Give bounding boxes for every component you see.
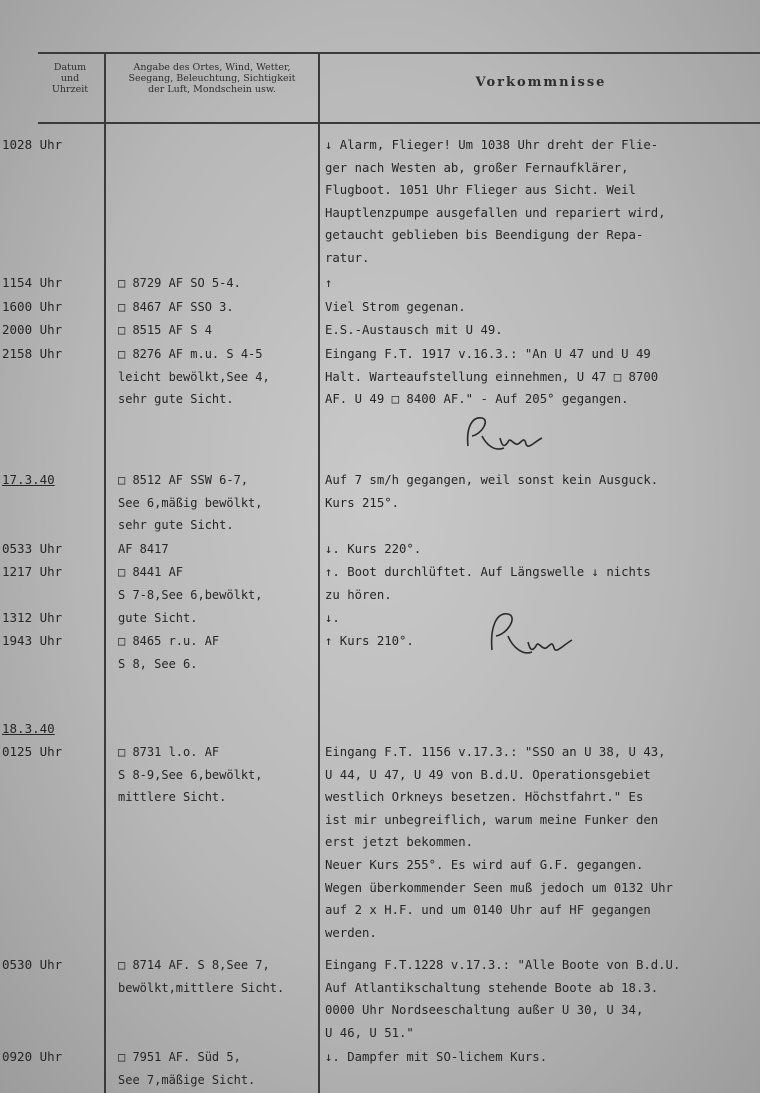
entry-time: 1943 Uhr: [2, 633, 63, 648]
entry-time: 0125 Uhr: [2, 744, 63, 759]
entry-position: □ 8467 AF SSO 3.: [118, 300, 234, 314]
entry-time: 0920 Uhr: [2, 1049, 63, 1064]
header-top-rule: [38, 52, 760, 54]
entry-position: □ 7951 AF. Süd 5, See 7,mäßige Sicht.: [118, 1050, 256, 1087]
entry-position: □ 8515 AF S 4: [118, 323, 212, 337]
entry-time: 1312 Uhr: [2, 610, 63, 625]
entry-time: 1600 Uhr: [2, 299, 63, 314]
entry-time: 2000 Uhr: [2, 322, 63, 337]
header-bottom-rule: [38, 122, 760, 124]
entry-position: □ 8512 AF SSW 6-7, See 6,mäßig bewölkt, sehr gute Sicht.: [118, 473, 263, 533]
entry-time: 0530 Uhr: [2, 957, 63, 972]
entry-time: 1154 Uhr: [2, 275, 63, 290]
entry-position: gute Sicht.: [118, 611, 198, 625]
entry-remarks: Viel Strom gegenan.: [325, 300, 466, 314]
entry-remarks: E.S.-Austausch mit U 49.: [325, 323, 503, 337]
signature-1: [460, 408, 550, 458]
entry-remarks: Auf 7 sm/h gegangen, weil sonst kein Ausguck. Kurs 215°.: [325, 473, 659, 510]
signature-2: [482, 604, 577, 664]
entry-position: □ 8714 AF. S 8,See 7, bewölkt,mittlere Sicht.: [118, 958, 285, 995]
header-remarks: Vorkommnisse: [475, 75, 607, 90]
entry-remarks: ↓.: [325, 611, 340, 625]
entry-time: 1217 Uhr: [2, 564, 63, 579]
header-date-time: Datum und Uhrzeit: [51, 62, 89, 95]
entry-remarks: ↓. Dampfer mit SO-lichem Kurs.: [325, 1050, 548, 1064]
entry-remarks: ↓. Kurs 220°.: [325, 542, 422, 556]
entry-time: 0533 Uhr: [2, 541, 63, 556]
entry-date: 17.3.40: [2, 472, 55, 487]
entry-remarks: Eingang F.T. 1917 v.16.3.: "An U 47 und U 49 Halt. Warteaufstellung einnehmen, U 47 □ 8700 AF. U 49 □ 8400 AF." - Auf 205° gegangen.: [325, 347, 659, 407]
entry-remarks: ↑: [325, 276, 333, 290]
entry-remarks: Eingang F.T.1228 v.17.3.: "Alle Boote von B.d.U. Auf Atlantikschaltung stehende Boote ab 18.3. 0000 Uhr Nordseeschaltung außer U 30, U 34, U 46, U 51.": [325, 958, 681, 1040]
entry-remarks: ↓ Alarm, Flieger! Um 1038 Uhr dreht der Flie- ger nach Westen ab, großer Fernaufklärer, Flugboot. 1051 Uhr Flieger aus Sicht. Weil Hauptlenzpumpe ausgefallen und repariert wird, getaucht geblieben bis Beendigung der Repa- ratur.: [325, 138, 666, 265]
entry-position: □ 8729 AF SO 5-4.: [118, 276, 241, 290]
entry-position: AF 8417: [118, 542, 169, 556]
entry-remarks: ↑ Kurs 210°.: [325, 634, 414, 648]
entry-position: □ 8441 AF S 7-8,See 6,bewölkt,: [118, 565, 263, 602]
entry-remarks: Eingang F.T. 1156 v.17.3.: "SSO an U 38, U 43, U 44, U 47, U 49 von B.d.U. Operationsgebiet westlich Orkneys besetzen. Höchstfahrt." Es ist mir unbegreiflich, warum meine Funker den erst jetzt bekommen. Neuer Kurs 255°. Es wird auf G.F. gegangen. Wegen überkommender Seen muß jedoch um 0132 Uhr auf 2 x H.F. und um 0140 Uhr auf HF gegangen werden.: [325, 745, 673, 940]
entry-time: 2158 Uhr: [2, 346, 63, 361]
header-position-weather: Angabe des Ortes, Wind, Wetter, Seegang, Beleuchtung, Sichtigkeit der Luft, Mondschein usw.: [128, 62, 296, 95]
entry-position: □ 8276 AF m.u. S 4-5 leicht bewölkt,See 4, sehr gute Sicht.: [118, 347, 270, 407]
entry-position: □ 8731 l.o. AF S 8-9,See 6,bewölkt, mittlere Sicht.: [118, 745, 263, 805]
entry-time: 1028 Uhr: [2, 137, 63, 152]
entry-date: 18.3.40: [2, 721, 55, 736]
entry-position: □ 8465 r.u. AF S 8, See 6.: [118, 634, 220, 671]
entry-remarks: ↑. Boot durchlüftet. Auf Längswelle ↓ nichts zu hören.: [325, 565, 651, 602]
